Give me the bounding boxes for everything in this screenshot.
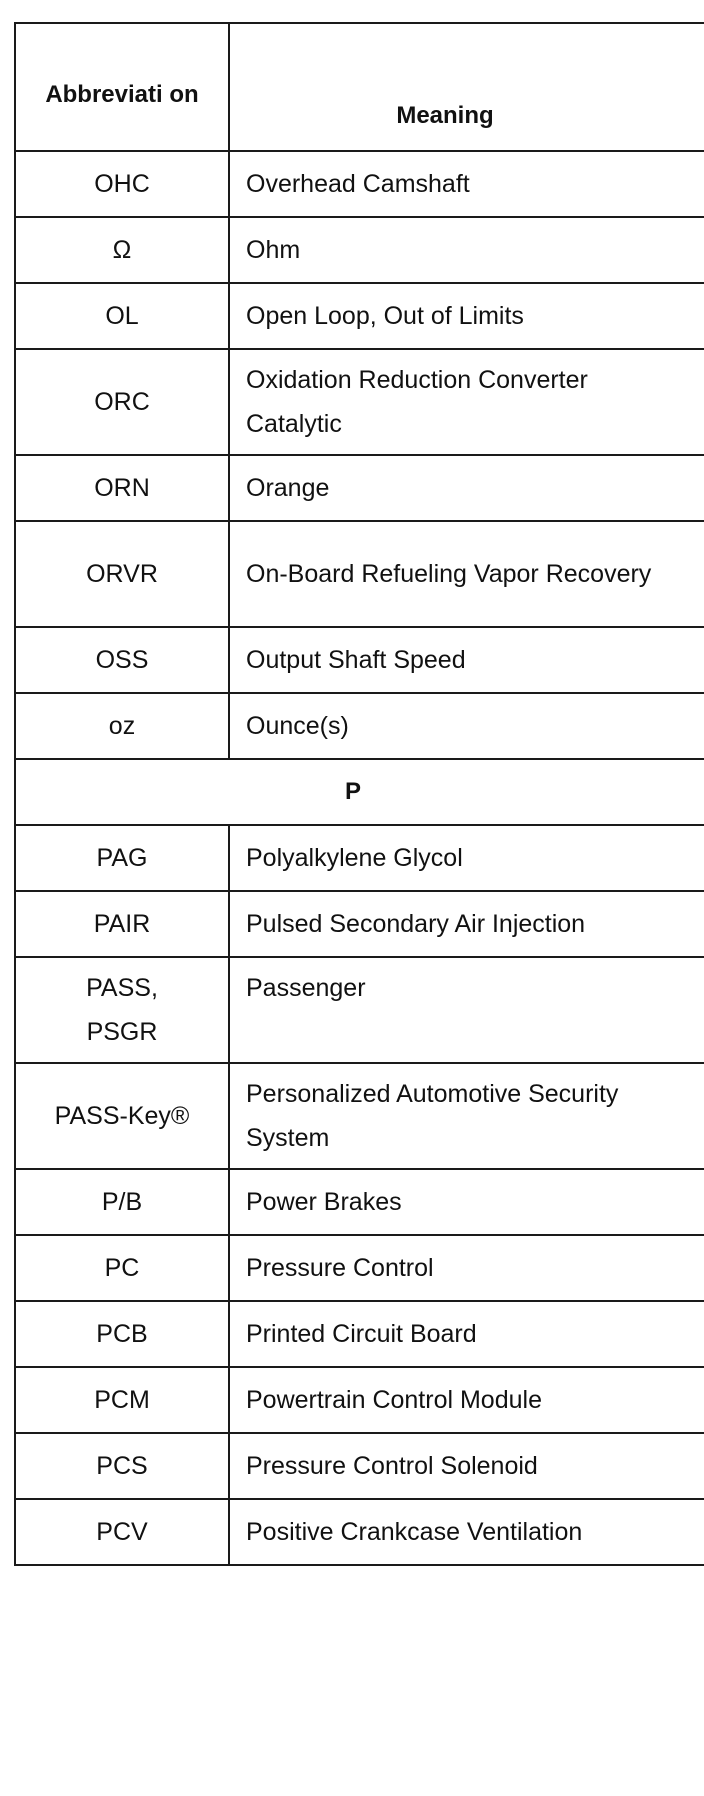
abbr-cell: PCB xyxy=(16,1302,230,1366)
abbreviation-table xyxy=(14,22,704,1566)
table-row xyxy=(16,958,704,1064)
meaning-cell: Power Brakes xyxy=(246,1188,402,1216)
table-header-row xyxy=(16,24,704,152)
abbr-cell: PCS xyxy=(16,1434,230,1498)
table-row xyxy=(16,218,704,284)
meaning-cell: Overhead Camshaft xyxy=(246,170,470,198)
meaning-cell: Pressure Control Solenoid xyxy=(246,1452,538,1480)
section-header-row xyxy=(16,760,704,826)
abbr-cell: ORVR xyxy=(16,522,230,626)
table-row xyxy=(16,1064,704,1170)
table-row xyxy=(16,826,704,892)
table-row xyxy=(16,1236,704,1302)
table-row xyxy=(16,350,704,456)
table-row xyxy=(16,522,704,628)
meaning-cell: Printed Circuit Board xyxy=(246,1320,477,1348)
abbr-cell: PCV xyxy=(16,1500,230,1564)
abbr-cell: PAG xyxy=(16,826,230,890)
abbr-cell: PASS-Key® xyxy=(16,1064,230,1168)
abbr-cell: OHC xyxy=(16,152,230,216)
meaning-cell: Passenger xyxy=(246,974,366,1002)
section-letter: P xyxy=(344,778,361,805)
table-row xyxy=(16,1500,704,1566)
table-row xyxy=(16,892,704,958)
abbr-cell: Ω xyxy=(16,218,230,282)
table-row xyxy=(16,1368,704,1434)
meaning-cell: Polyalkylene Glycol xyxy=(246,844,463,872)
meaning-cell: Oxidation Reduction Converter Catalytic xyxy=(246,366,588,438)
abbr-cell: PC xyxy=(16,1236,230,1300)
meaning-cell: Ohm xyxy=(246,236,301,264)
table-row xyxy=(16,1302,704,1368)
table-row xyxy=(16,1170,704,1236)
abbr-cell: PASS, PSGR xyxy=(16,958,230,1062)
abbr-cell: PCM xyxy=(16,1368,230,1432)
meaning-cell: Powertrain Control Module xyxy=(246,1386,542,1414)
table-row xyxy=(16,456,704,522)
meaning-cell: Orange xyxy=(246,474,330,502)
abbr-cell: OL xyxy=(16,284,230,348)
table-row xyxy=(16,1434,704,1500)
table-row xyxy=(16,628,704,694)
meaning-cell: Output Shaft Speed xyxy=(246,646,466,674)
abbr-cell: oz xyxy=(16,694,230,758)
abbr-cell: OSS xyxy=(16,628,230,692)
meaning-cell: Personalized Automotive Security System xyxy=(246,1080,619,1152)
meaning-cell: Pulsed Secondary Air Injection xyxy=(246,910,586,938)
header-meaning: Meaning xyxy=(396,102,494,129)
abbr-cell: PAIR xyxy=(16,892,230,956)
abbr-cell: ORC xyxy=(16,350,230,454)
table-row xyxy=(16,694,704,760)
meaning-cell: On-Board Refueling Vapor Recovery xyxy=(246,560,652,588)
meaning-cell: Ounce(s) xyxy=(246,712,349,740)
abbr-cell: P/B xyxy=(16,1170,230,1234)
meaning-cell: Pressure Control xyxy=(246,1254,434,1282)
table-row xyxy=(16,152,704,218)
abbr-cell: ORN xyxy=(16,456,230,520)
meaning-cell: Positive Crankcase Ventilation xyxy=(246,1518,583,1546)
header-abbreviation: Abbreviati on xyxy=(16,24,230,150)
meaning-cell: Open Loop, Out of Limits xyxy=(246,302,524,330)
table-row xyxy=(16,284,704,350)
